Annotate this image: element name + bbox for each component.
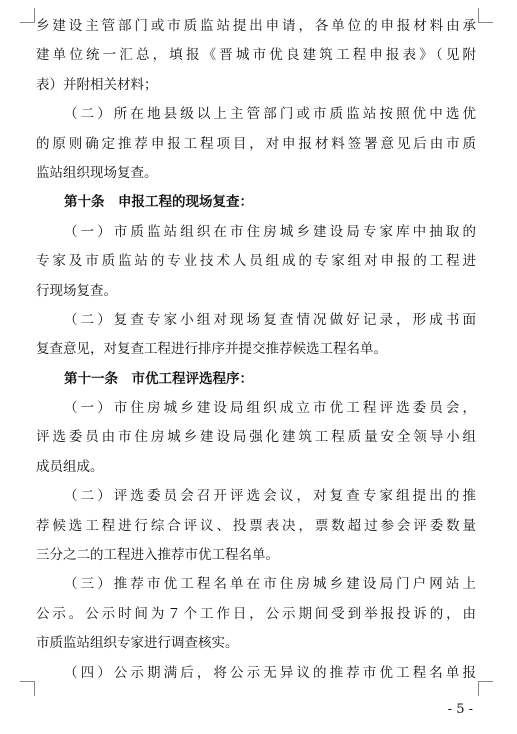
text-line: （二）所在地县级以上主管部门或市质监站按照优中选优 [64,106,476,123]
text-line: 专家及市质监站的专业技术人员组成的专家组对申报的工程进 [36,253,476,270]
text-line: 监站组织现场复查。 [36,164,158,181]
body-text [36,12,476,688]
text-line: 复查意见，对复查工程进行排序并提交推荐候选工程名单。 [36,341,387,358]
page-number: - 5 - [447,702,473,717]
text-line: （二）复查专家小组对现场复查情况做好记录，形成书面 [64,311,476,328]
article-heading: 第十一条 市优工程评选程序： [64,370,253,387]
corner-crop-mark [20,8,35,23]
text-line: 评选委员由市住房城乡建设局强化建筑工程质量安全领导小组 [36,429,476,446]
corner-crop-mark [478,681,493,696]
text-line: （三）推荐市优工程名单在市住房城乡建设局门户网站上 [64,576,476,593]
text-line: 市质监站组织专家进行调查核实。 [36,635,239,652]
text-line: 建单位统一汇总，填报《晋城市优良建筑工程申报表》（见附 [36,47,476,64]
text-line: 三分之二的工程进入推荐市优工程名单。 [36,547,279,564]
corner-crop-mark [20,681,35,696]
article-heading: 第十条 申报工程的现场复查： [64,194,253,211]
corner-crop-mark [478,8,493,23]
text-line: （四）公示期满后，将公示无异议的推荐市优工程名单报 [64,664,476,681]
text-line: 公示。公示时间为７个工作日，公示期间受到举报投诉的，由 [36,605,476,622]
text-line: （二）评选委员会召开评选会议，对复查专家组提出的推 [64,488,476,505]
text-line: 表）并附相关材料； [36,76,158,93]
text-line: 行现场复查。 [36,282,117,299]
text-line: （一）市住房城乡建设局组织成立市优工程评选委员会， [64,400,476,417]
text-line: 成员组成。 [36,458,104,475]
text-line: （一）市质监站组织在市住房城乡建设局专家库中抽取的 [64,223,476,240]
text-line: 乡建设主管部门或市质监站提出申请，各单位的申报材料由承 [36,18,476,34]
text-line: 荐候选工程进行综合评议、投票表决，票数超过参会评委数量 [36,517,476,534]
text-line: 的原则确定推荐申报工程项目，对申报材料签署意见后由市质 [36,135,476,152]
